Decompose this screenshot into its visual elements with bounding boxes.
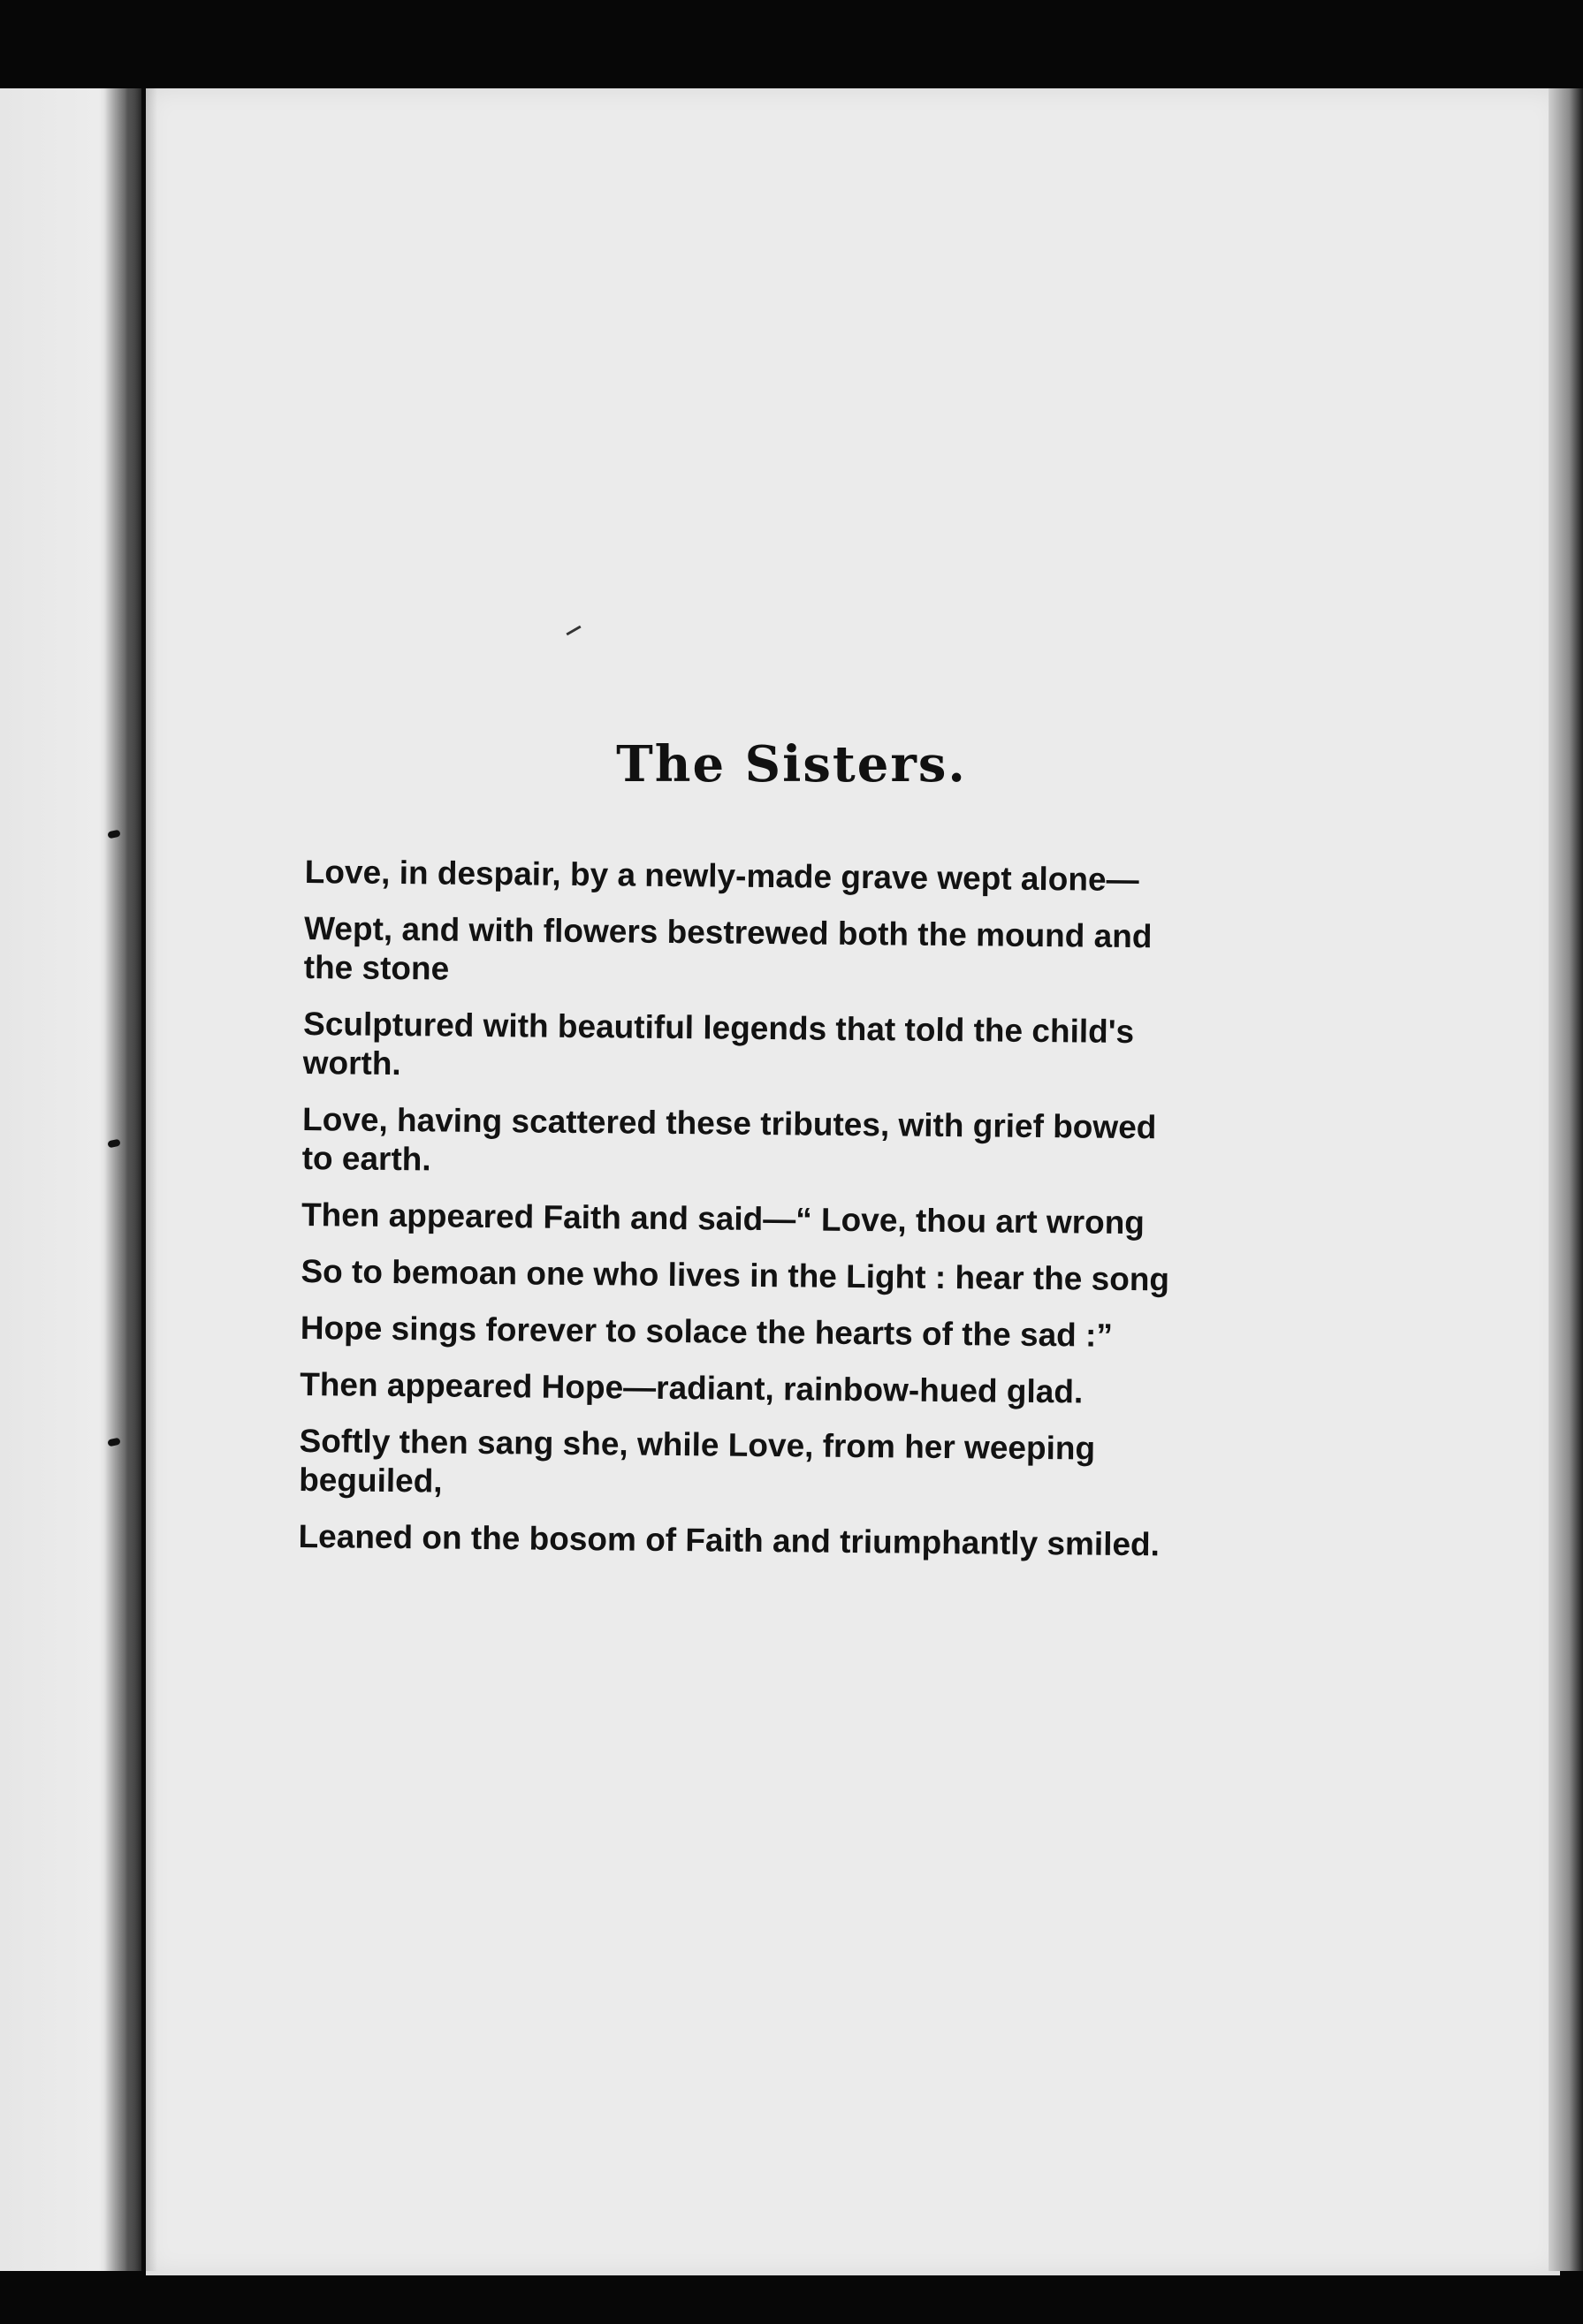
poem-line: So to bemoan one who lives in the Light : hear the song (301, 1252, 1170, 1298)
poem-body (298, 853, 1366, 1584)
poem-line: Love, in despair, by a newly-made grave wept alone— (304, 853, 1139, 899)
poem-line: Love, having scattered these tributes, with grief bowed to earth. (301, 1100, 1157, 1178)
binding-gutter (104, 88, 157, 2271)
poem-title: The Sisters. (616, 735, 967, 794)
poem-line: Sculptured with beautiful legends that told the child's worth. (302, 1005, 1135, 1082)
page-right-edge (1549, 88, 1583, 2271)
poem-line: Hope sings forever to solace the hearts of the sad :” (300, 1309, 1114, 1354)
poem-line: Leaned on the bosom of Faith and triumphantly smiled. (298, 1517, 1161, 1563)
poem-line: Then appeared Hope—radiant, rainbow-hued glad. (300, 1365, 1084, 1410)
poem-line: Wept, and with flowers bestrewed both the mound and the stone (303, 909, 1153, 987)
poem-line: Softly then sang she, while Love, from her weeping beguiled, (298, 1422, 1096, 1500)
poem-line: Then appeared Faith and said—“ Love, thou art wrong (301, 1196, 1145, 1242)
